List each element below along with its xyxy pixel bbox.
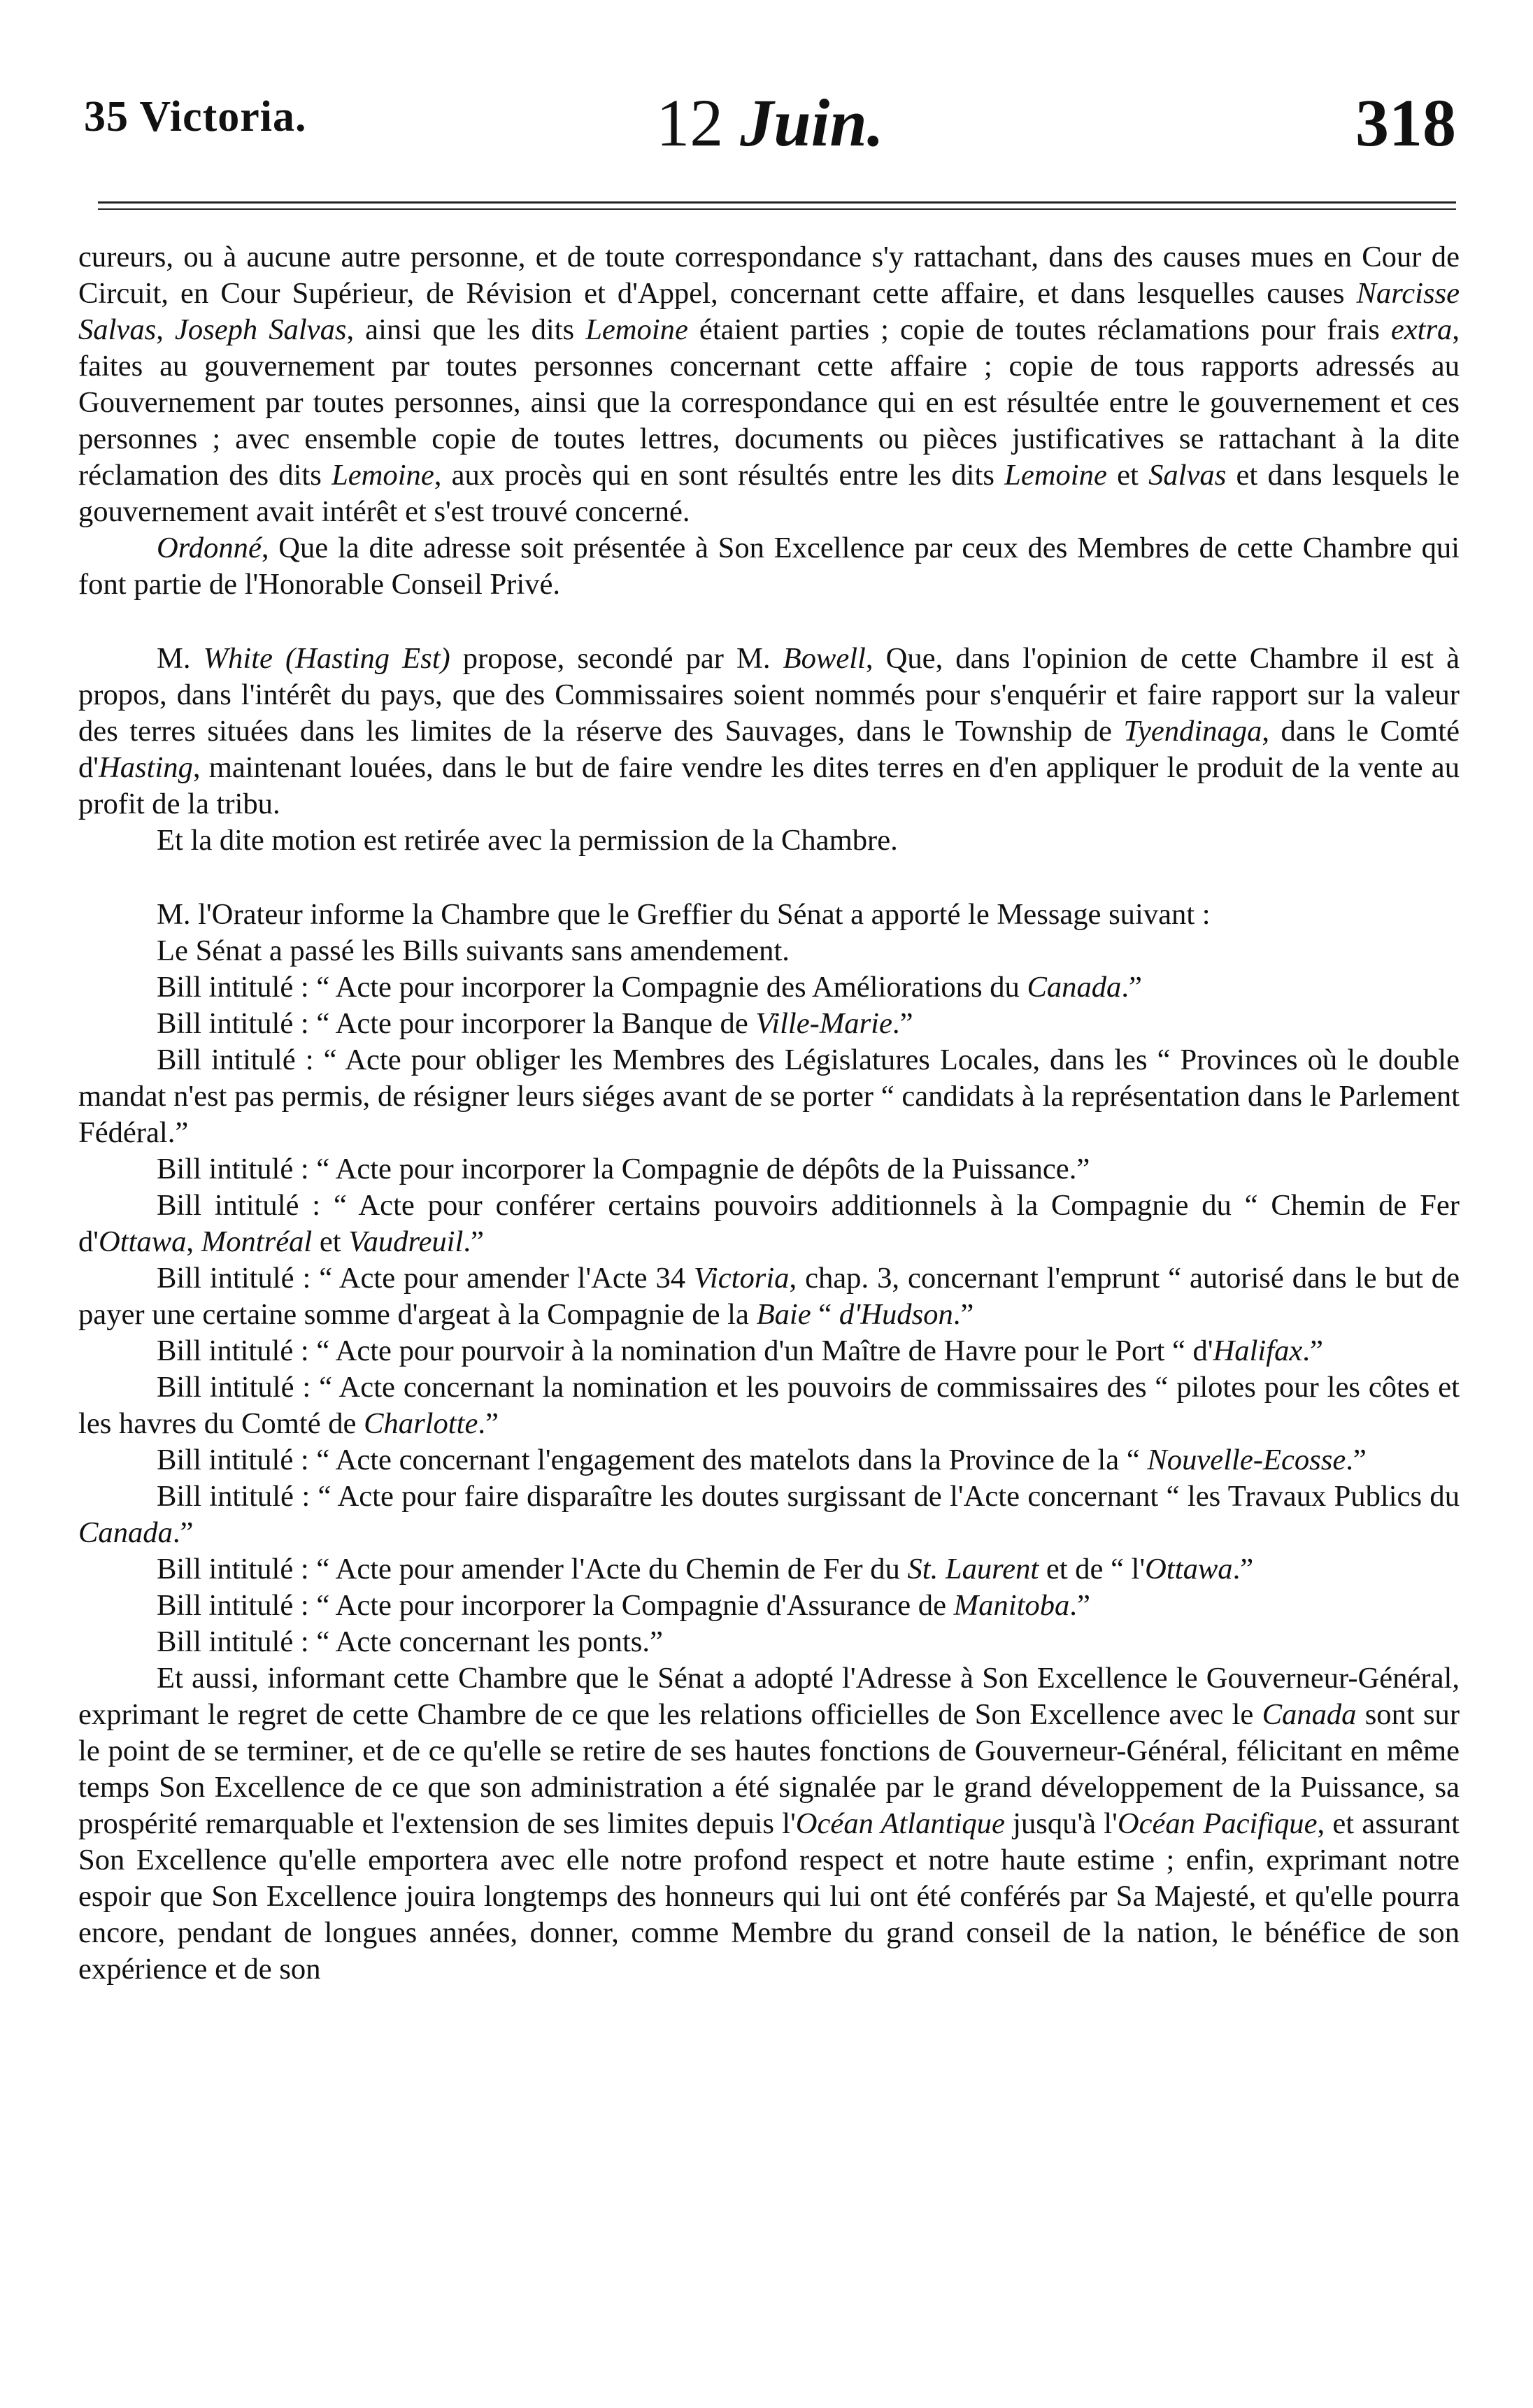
text-run: .”	[1232, 1553, 1254, 1586]
italic-run: Ordonné	[157, 532, 262, 564]
text-run: Bill intitulé : “ Acte pour faire disparaître les doutes surgissant de l'Acte concernant “ les Travaux Publics du	[157, 1480, 1460, 1513]
italic-run: d'Hudson	[839, 1298, 953, 1331]
text-run: .”	[892, 1007, 913, 1040]
text-run: propose, secondé par M.	[450, 642, 783, 675]
page-date	[84, 84, 1456, 162]
text-run: , faites au gouvernement par toutes personnes concernant cette affaire ; copie de tous rapports adressés au Gouvernement par toutes personnes, ainsi que la correspondance qui en est résultée entre le gouvernement et ces personnes ; avec ensemble copie de toutes lettres, documents ou pièces justificatives se rattachant à la dite réclamation des dits	[78, 313, 1460, 492]
body-text	[78, 239, 1460, 1988]
text-run: .”	[1346, 1444, 1367, 1476]
text-run: , maintenant louées, dans le but de faire vendre les dites terres en d'en appliquer le produit de la vente au profit de la tribu.	[78, 751, 1460, 820]
session-label: 35 Victoria.	[84, 93, 307, 141]
paragraph-gap	[78, 859, 1460, 897]
text-run: .”	[1302, 1334, 1323, 1367]
paragraph-p-bill-10	[78, 1479, 1460, 1551]
italic-run: Canada	[1027, 971, 1122, 1004]
italic-run: Charlotte	[364, 1407, 478, 1440]
italic-run: Hasting	[98, 751, 193, 784]
text-run: , Que, dans l'opinion de cette Chambre il est à propos, dans l'intérêt du pays, que des Commissaires soient nommés pour s'enquérir et faire rapport sur la valeur des terres situées dans les limites de la réserve des Sauvages, dans le Township de	[78, 642, 1460, 748]
text-run: , chap. 3, concernant l'emprunt “ autorisé dans le but de payer une certaine somme d'argeat à la Compagnie de la	[78, 1262, 1460, 1331]
italic-run: Océan Atlantique	[795, 1807, 1005, 1840]
paragraph-p-aussi	[78, 1660, 1460, 1988]
italic-run: Bowell	[783, 642, 866, 675]
text-run: et de “ l'	[1039, 1553, 1146, 1586]
paragraph-p-bill-13	[78, 1624, 1460, 1660]
text-run: M. l'Orateur informe la Chambre que le Greffier du Sénat a apporté le Message suivant :	[157, 898, 1211, 931]
italic-run: Canada	[1262, 1698, 1357, 1731]
text-run: Bill intitulé : “ Acte pour pourvoir à la nomination d'un Maître de Havre pour le Port “ d'	[157, 1334, 1213, 1367]
text-run: Bill intitulé : “ Acte pour incorporer la Banque de	[157, 1007, 756, 1040]
text-run: cureurs, ou à aucune autre personne, et de toute correspondance s'y rattachant, dans des causes mues en Cour de Circuit, en Cour Supérieur, de Révision et d'Appel, concernant cette affaire, et dans lesquelles causes	[78, 241, 1460, 310]
paragraph-p-white	[78, 641, 1460, 822]
paragraph-p-bill-2	[78, 1006, 1460, 1042]
paragraph-p-cureurs	[78, 239, 1460, 530]
page-header	[84, 84, 1456, 168]
paragraph-p-bill-7	[78, 1333, 1460, 1369]
paragraph-p-bill-8	[78, 1369, 1460, 1442]
paragraph-p-bill-1	[78, 969, 1460, 1006]
italic-run: Victoria	[694, 1262, 790, 1295]
page-number: 318	[1355, 85, 1456, 160]
italic-run: Nouvelle-Ecosse	[1147, 1444, 1346, 1476]
paragraph-p-retiree	[78, 822, 1460, 859]
italic-run: Océan Pacifique	[1117, 1807, 1318, 1840]
paragraph-p-orateur	[78, 897, 1460, 933]
text-run: Le Sénat a passé les Bills suivants sans amendement.	[157, 934, 790, 967]
italic-run: Lemoine	[1004, 459, 1107, 492]
text-run: Bill intitulé : “ Acte pour amender l'Acte du Chemin de Fer du	[157, 1553, 908, 1586]
italic-run: Ville-Marie	[755, 1007, 892, 1040]
text-run: Bill intitulé : “ Acte pour incorporer la Compagnie des Améliorations du	[157, 971, 1027, 1004]
italic-run: Tyendinaga	[1123, 715, 1262, 748]
paragraph-p-ordonne	[78, 530, 1460, 603]
text-run: , ainsi que les dits	[346, 313, 586, 346]
text-run: et	[1106, 459, 1149, 492]
paragraph-gap	[78, 603, 1460, 641]
text-run: Bill intitulé : “ Acte concernant l'engagement des matelots dans la Province de la “	[157, 1444, 1148, 1476]
italic-run: St. Laurent	[907, 1553, 1039, 1586]
paragraph-p-senat	[78, 933, 1460, 969]
italic-run: Ottawa	[1145, 1553, 1233, 1586]
italic-run: Narcisse Salvas	[78, 277, 1460, 346]
text-run: Bill intitulé : “ Acte pour obliger les Membres des Législatures Locales, dans les “ Provinces où le double mandat n'est pas permis, de résigner leurs siéges avant de se porter “ candidats à la représentation dans le Parlement Fédéral.”	[78, 1043, 1460, 1149]
italic-run: Manitoba	[953, 1589, 1070, 1622]
paragraph-p-bill-12	[78, 1588, 1460, 1624]
italic-run: Canada	[78, 1516, 173, 1549]
paragraph-p-bill-11	[78, 1551, 1460, 1588]
paragraph-p-bill-4	[78, 1151, 1460, 1188]
text-run: Et la dite motion est retirée avec la permission de la Chambre.	[157, 824, 898, 857]
text-run: Et aussi, informant cette Chambre que le Sénat a adopté l'Adresse à Son Excellence le Gouverneur-Général, exprimant le regret de cette Chambre de ce que les relations officielles de Son Excellence avec le	[78, 1662, 1460, 1731]
text-run: ,	[156, 313, 175, 346]
text-run: , aux procès qui en sont résultés entre les dits	[434, 459, 1005, 492]
text-run: et	[312, 1225, 349, 1258]
text-run: , et assurant Son Excellence qu'elle emportera avec elle notre profond respect et notre haute estime ; enfin, exprimant notre espoir que Son Excellence jouira longtemps des honneurs qui lui ont été conférés par Sa Majesté, et qu'elle pourra encore, pendant de longues années, donner, comme Membre du grand conseil de la nation, le bénéfice de son expérience et de son	[78, 1807, 1460, 1986]
text-run: .”	[1069, 1589, 1090, 1622]
text-run: Bill intitulé : “ Acte pour conférer certains pouvoirs additionnels à la Compagnie du “ Chemin de Fer d'	[78, 1189, 1460, 1258]
text-run: , Que la dite adresse soit présentée à Son Excellence par ceux des Membres de cette Chambre qui font partie de l'Honorable Conseil Privé.	[78, 532, 1460, 601]
text-run: Bill intitulé : “ Acte pour amender l'Acte 34	[157, 1262, 694, 1295]
italic-run: Vaudreuil	[348, 1225, 464, 1258]
text-run: Bill intitulé : “ Acte concernant les ponts.”	[157, 1625, 663, 1658]
paragraph-p-bill-5	[78, 1188, 1460, 1260]
text-run: Bill intitulé : “ Acte pour incorporer la Compagnie de dépôts de la Puissance.”	[157, 1153, 1090, 1185]
date-month: Juin.	[740, 85, 884, 160]
text-run: M.	[157, 642, 204, 675]
italic-run: Salvas	[1148, 459, 1227, 492]
text-run: sont sur le point de se terminer, et de ce qu'elle se retire de ses hautes fonctions de Gouverneur-Général, félicitant en même temps Son Excellence de ce que son administration a été signalée par le grand développement de la Puissance, sa prospérité remarquable et l'extension de ses limites depuis l'	[78, 1698, 1460, 1840]
text-run: .”	[478, 1407, 499, 1440]
text-run: Bill intitulé : “ Acte concernant la nomination et les pouvoirs de commissaires des “ pilotes pour les côtes et les havres du Comté de	[78, 1371, 1460, 1440]
text-run: “	[811, 1298, 839, 1331]
text-run: Bill intitulé : “ Acte pour incorporer la Compagnie d'Assurance de	[157, 1589, 954, 1622]
header-rule-top	[98, 201, 1456, 204]
italic-run: White (Hasting Est)	[203, 642, 450, 675]
italic-run: Montréal	[201, 1225, 313, 1258]
text-run: .”	[463, 1225, 484, 1258]
header-rule-bottom	[98, 208, 1456, 210]
text-run: .”	[172, 1516, 194, 1549]
text-run: étaient parties ; copie de toutes réclamations pour frais	[687, 313, 1391, 346]
italic-run: Halifax	[1213, 1334, 1303, 1367]
italic-run: Lemoine	[331, 459, 434, 492]
text-run: jusqu'à l'	[1004, 1807, 1118, 1840]
paragraph-p-bill-9	[78, 1442, 1460, 1479]
text-run: .”	[953, 1298, 974, 1331]
italic-run: Joseph Salvas	[174, 313, 347, 346]
italic-run: Lemoine	[585, 313, 688, 346]
text-run: et dans lesquels le gouvernement avait intérêt et s'est trouvé concerné.	[78, 459, 1460, 528]
italic-run: Ottawa	[98, 1225, 187, 1258]
paragraph-p-bill-3	[78, 1042, 1460, 1151]
paragraph-p-bill-6	[78, 1260, 1460, 1333]
text-run: ,	[186, 1225, 201, 1258]
text-run: .”	[1121, 971, 1142, 1004]
italic-run: extra	[1390, 313, 1453, 346]
date-day: 12	[656, 85, 724, 160]
text-run: , dans le Comté d'	[78, 715, 1460, 784]
italic-run: Baie	[756, 1298, 811, 1331]
